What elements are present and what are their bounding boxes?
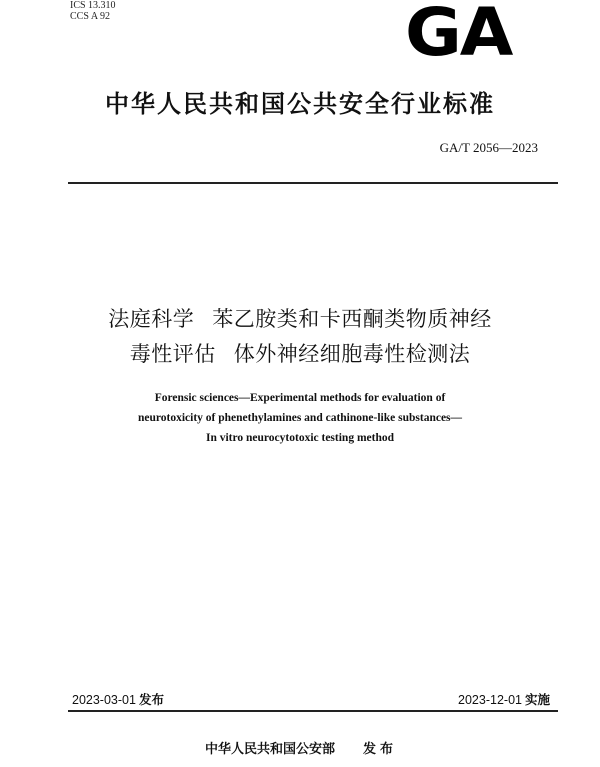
ga-logo: GA (405, 0, 512, 71)
title-cn-line-1-part-1: 法庭科学 (108, 307, 195, 331)
implement-label: 实施 (524, 692, 550, 707)
publisher-block (205, 738, 397, 757)
ics-code: ICS 13.310 (70, 0, 116, 11)
title-en-line-2: neurotoxicity of phenethylamines and cathinone-like substances— (137, 412, 463, 424)
top-divider (68, 182, 558, 184)
title-en-line-3: In vitro neurocytotoxic testing method (205, 432, 395, 444)
implement-date: 2023-12-01 (458, 693, 522, 707)
title-cn-line-2-part-1: 毒性评估 (129, 342, 216, 366)
standard-category-title: 中华人民共和国公共安全行业标准 (105, 90, 495, 118)
title-cn-line-2 (0, 338, 600, 368)
issue-label: 发布 (138, 692, 164, 707)
standard-number: GA/T 2056—2023 (439, 140, 538, 155)
issue-date: 2023-03-01 (72, 693, 136, 707)
publisher-name: 中华人民共和国公安部 (205, 742, 336, 757)
title-cn-line-1 (0, 303, 600, 333)
publisher-label: 发布 (363, 742, 398, 757)
title-en-line-1: Forensic sciences—Experimental methods for evaluation of (154, 392, 446, 404)
title-cn-line-1-part-2: 苯乙胺类和卡西酮类物质神经 (212, 307, 492, 331)
title-cn-line-2-part-2: 体外神经细胞毒性检测法 (233, 342, 471, 366)
classification-codes (70, 0, 116, 22)
implement-date-block (458, 690, 550, 708)
bottom-divider (68, 710, 558, 712)
issue-date-block (72, 690, 164, 708)
ccs-code: CCS A 92 (70, 11, 111, 22)
